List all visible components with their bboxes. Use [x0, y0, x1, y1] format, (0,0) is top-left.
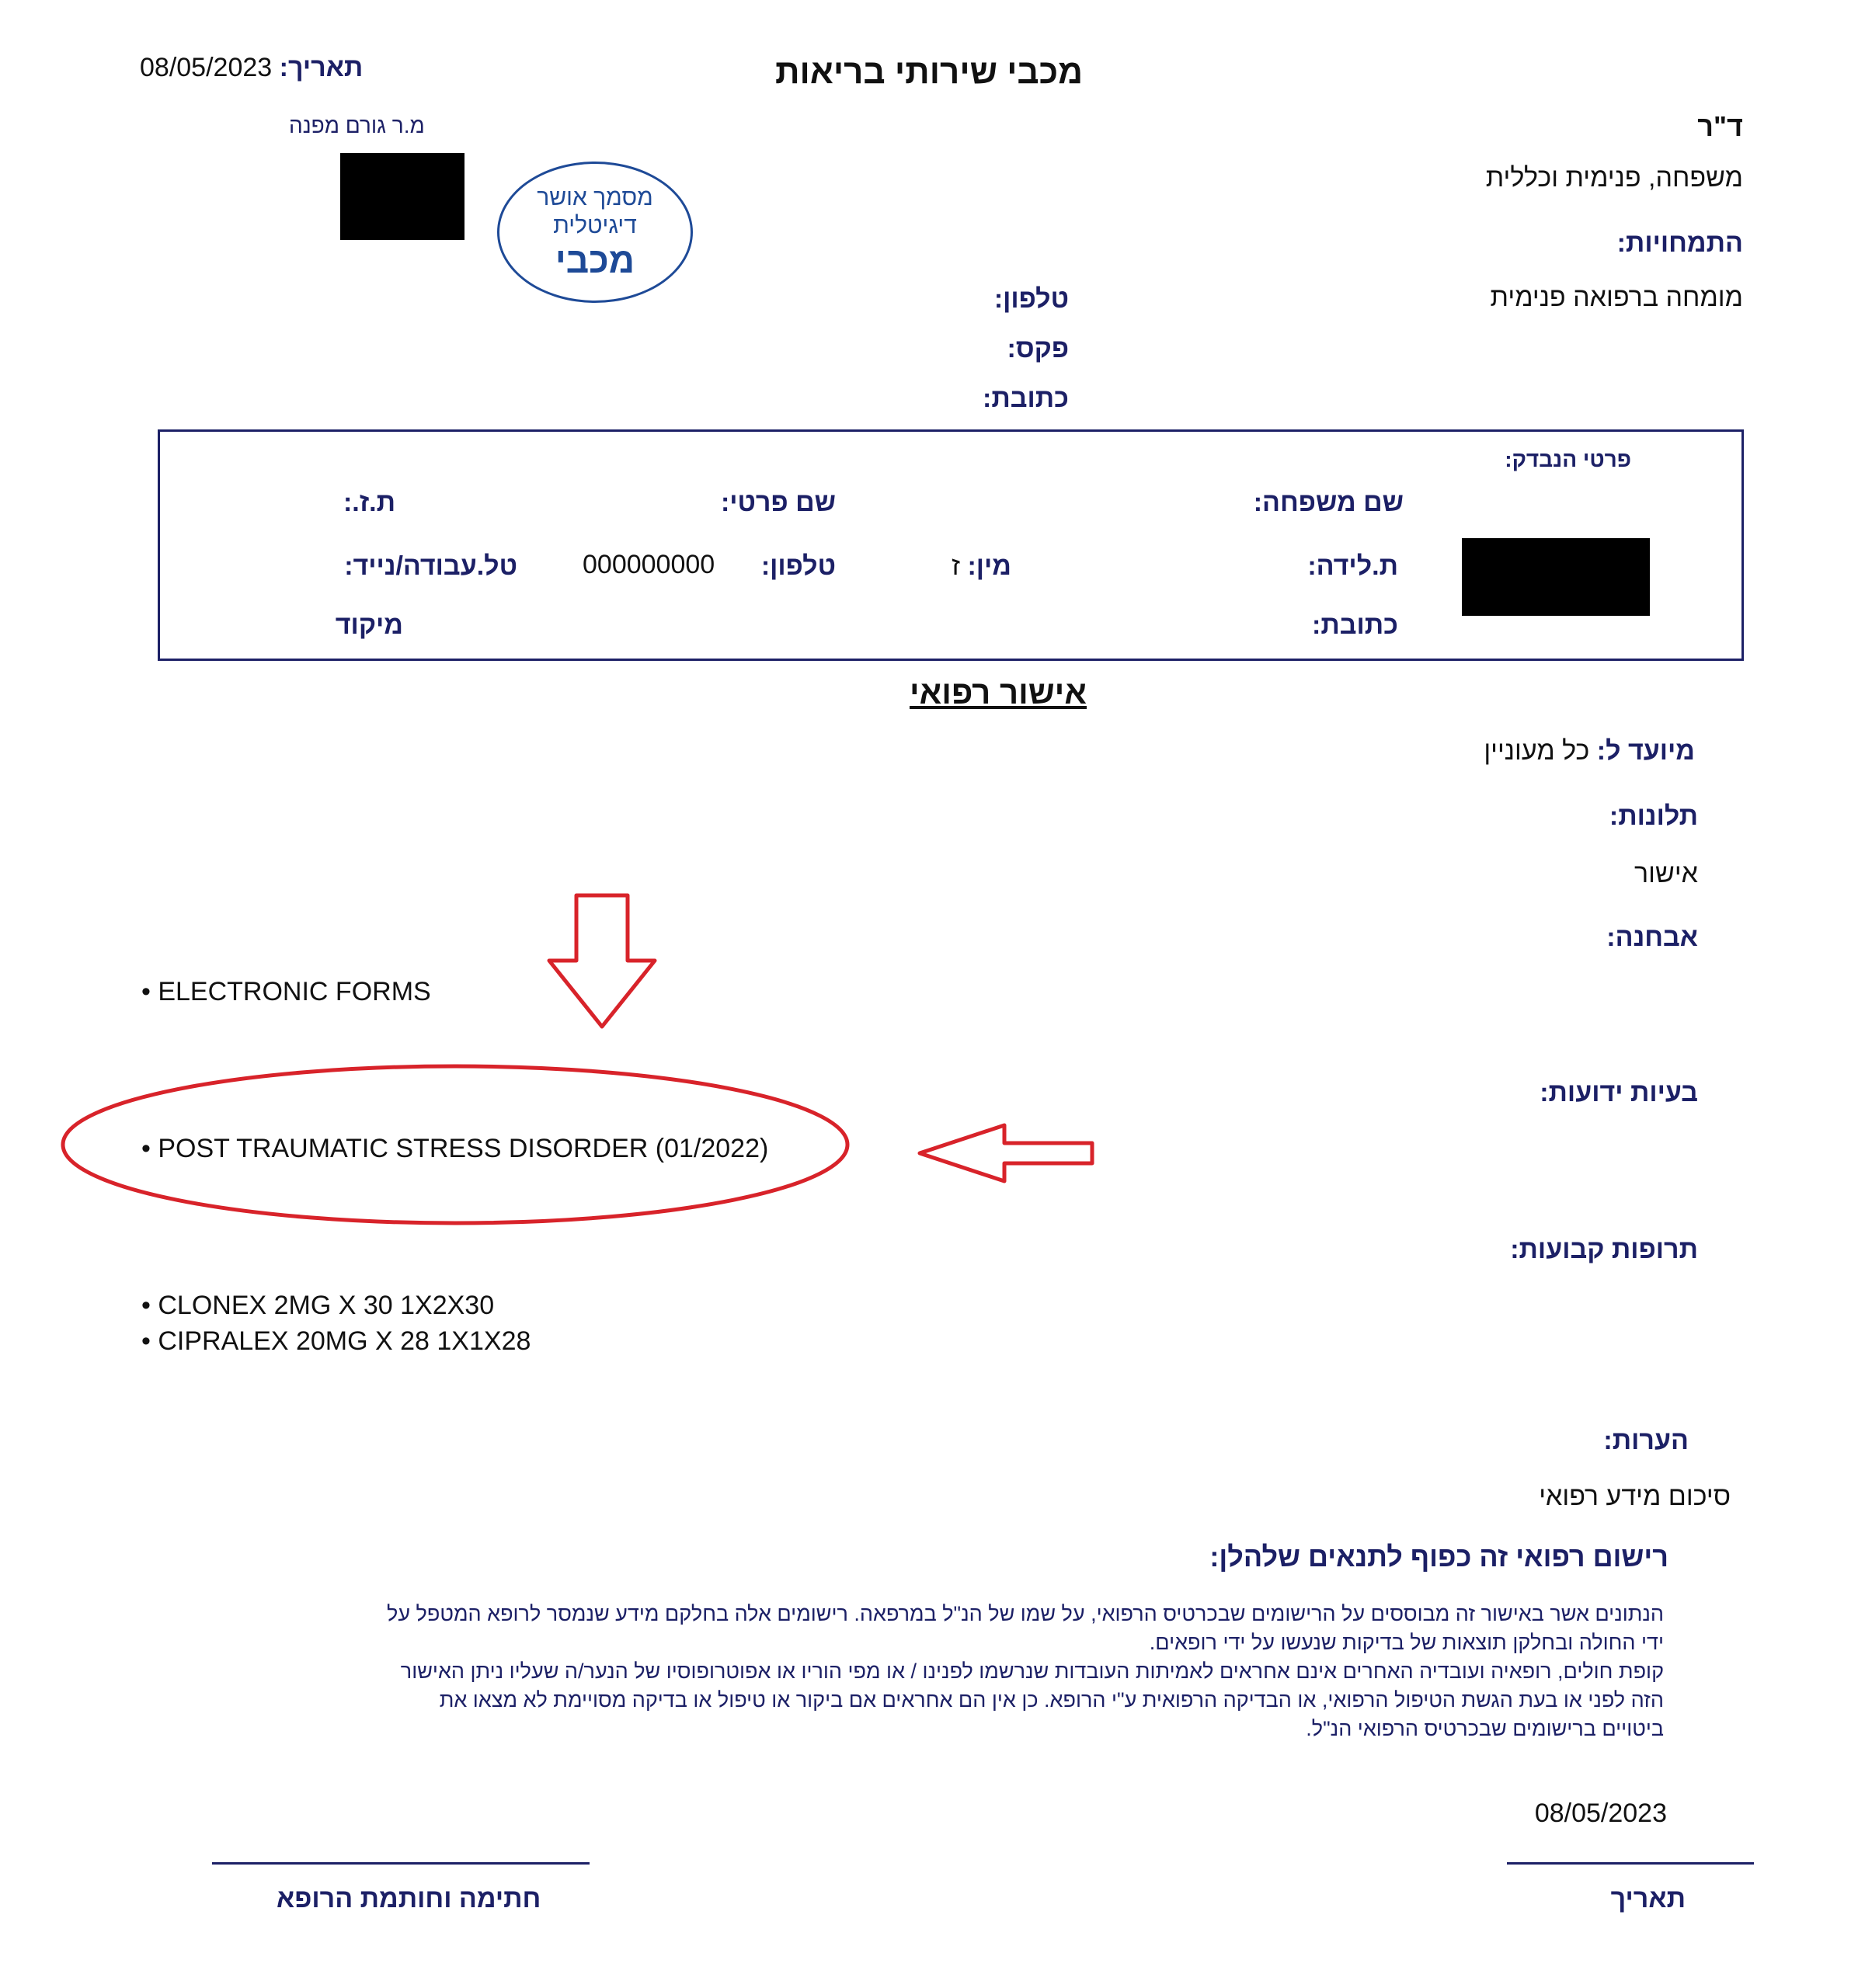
zip-label: מיקוד — [335, 610, 403, 640]
terms-title: רישום רפואי זה כפוף לתנאים שלהלן: — [1209, 1541, 1668, 1573]
complaints-label: תלונות: — [1609, 801, 1698, 831]
patient-address-label: כתובת: — [1312, 610, 1398, 640]
intended-for — [1484, 736, 1695, 766]
gender-field — [952, 551, 1011, 582]
intended-value: כל מעוניין — [1484, 736, 1590, 766]
stamp-line2: דיגיטלית — [553, 213, 637, 238]
diagnosis-item: • ELECTRONIC FORMS — [141, 977, 431, 1006]
terms-paragraph: הנתונים אשר באישור זה מבוססים על הרישומים שבכרטיס הרפואי, על שמו של הנ"ל במרפאה. רישומים אלה בחלקם מידע שנמסר לרופא המטפל על ידי החולה ובחלקן תוצאות של בדיקות שנעשו על ידי רופאים. — [387, 1602, 1664, 1654]
doctor-phone-label: טלפון: — [993, 284, 1069, 314]
work-phone-label: טל.עבודה/נייד: — [344, 551, 517, 581]
referrer-label: מ.ר גורם מפנה — [289, 113, 425, 137]
medication-item: • CLONEX 2MG X 30 1X2X30 — [141, 1291, 495, 1320]
patient-section-title: פרטי הנבדק: — [1505, 447, 1631, 471]
complaints-value: אישור — [1634, 859, 1698, 888]
doctor-department: משפחה, פנימית וכללית — [1485, 163, 1743, 193]
footer-date-label: תאריך — [1610, 1884, 1686, 1913]
specialties-label: התמחויות: — [1616, 228, 1743, 258]
patient-phone-value: 000000000 — [583, 550, 715, 579]
header-date-value: 08/05/2023 — [140, 53, 273, 82]
diagnosis-label: אבחנה: — [1606, 923, 1698, 952]
last-name-label: שם משפחה: — [1253, 488, 1404, 517]
patient-phone-label: טלפון: — [760, 551, 836, 581]
intended-label: מיועד ל: — [1596, 736, 1695, 766]
page-title: מכבי שירותי בריאות — [774, 53, 1084, 91]
id-label: ת.ז.: — [343, 488, 395, 517]
gender-value: ז — [952, 551, 961, 581]
notes-label: הערות: — [1603, 1426, 1689, 1455]
digital-approval-stamp — [497, 162, 693, 303]
signature-label: חתימה וחותמת הרופא — [277, 1884, 541, 1913]
footer-date-value: 08/05/2023 — [1534, 1799, 1667, 1828]
terms-text — [382, 1600, 1664, 1743]
known-problem-item: • POST TRAUMATIC STRESS DISORDER (01/2022) — [141, 1134, 769, 1163]
birth-date-label: ת.לידה: — [1307, 551, 1398, 581]
arrow-left-icon — [917, 1122, 1095, 1184]
notes-value: סיכום מידע רפואי — [1539, 1482, 1731, 1511]
maccabi-logo: מכבי — [555, 240, 635, 280]
redacted-patient-photo — [1462, 538, 1650, 616]
first-name-label: שם פרטי: — [720, 488, 836, 517]
header-date-label: תאריך: — [279, 53, 364, 82]
highlight-ellipse — [59, 1062, 851, 1227]
doctor-address-label: כתובת: — [983, 384, 1069, 413]
gender-label: מין: — [967, 551, 1011, 581]
doctor-title: ד"ר — [1697, 110, 1743, 142]
stamp-line1: מסמך אושר — [537, 185, 653, 210]
terms-paragraph: קופת חולים, רופאיה ועובדיה האחרים אינם אחראים לאמיתות העובדות שנרשמו לפנינו / או מפי הוריו או אפוטרופוסיו של הנער/ה שעליו ניתן האישור הזה לפני או בעת הגשת הטיפול הרפואי, או הבדיקה הרפואית ע"י הרופא. כן אין הם אחראים אם ביקור או טיפול או בדיקה מסויימת לא מצאו את ביטויים ברישומים שבכרטיס הרפואי הנ"ל. — [400, 1660, 1664, 1740]
date-signature-line — [1507, 1862, 1754, 1865]
arrow-down-icon — [544, 893, 660, 1029]
medication-item: • CIPRALEX 20MG X 28 1X1X28 — [141, 1326, 531, 1356]
header-date — [140, 53, 363, 83]
doctor-specialty: מומחה ברפואה פנימית — [1490, 283, 1743, 312]
medications-label: תרופות קבועות: — [1510, 1235, 1698, 1264]
doctor-signature-line — [212, 1862, 590, 1865]
document-heading: אישור רפואי — [909, 674, 1087, 711]
known-problems-label: בעיות ידועות: — [1540, 1078, 1698, 1107]
doctor-fax-label: פקס: — [1007, 334, 1069, 363]
redacted-referrer — [340, 153, 464, 240]
